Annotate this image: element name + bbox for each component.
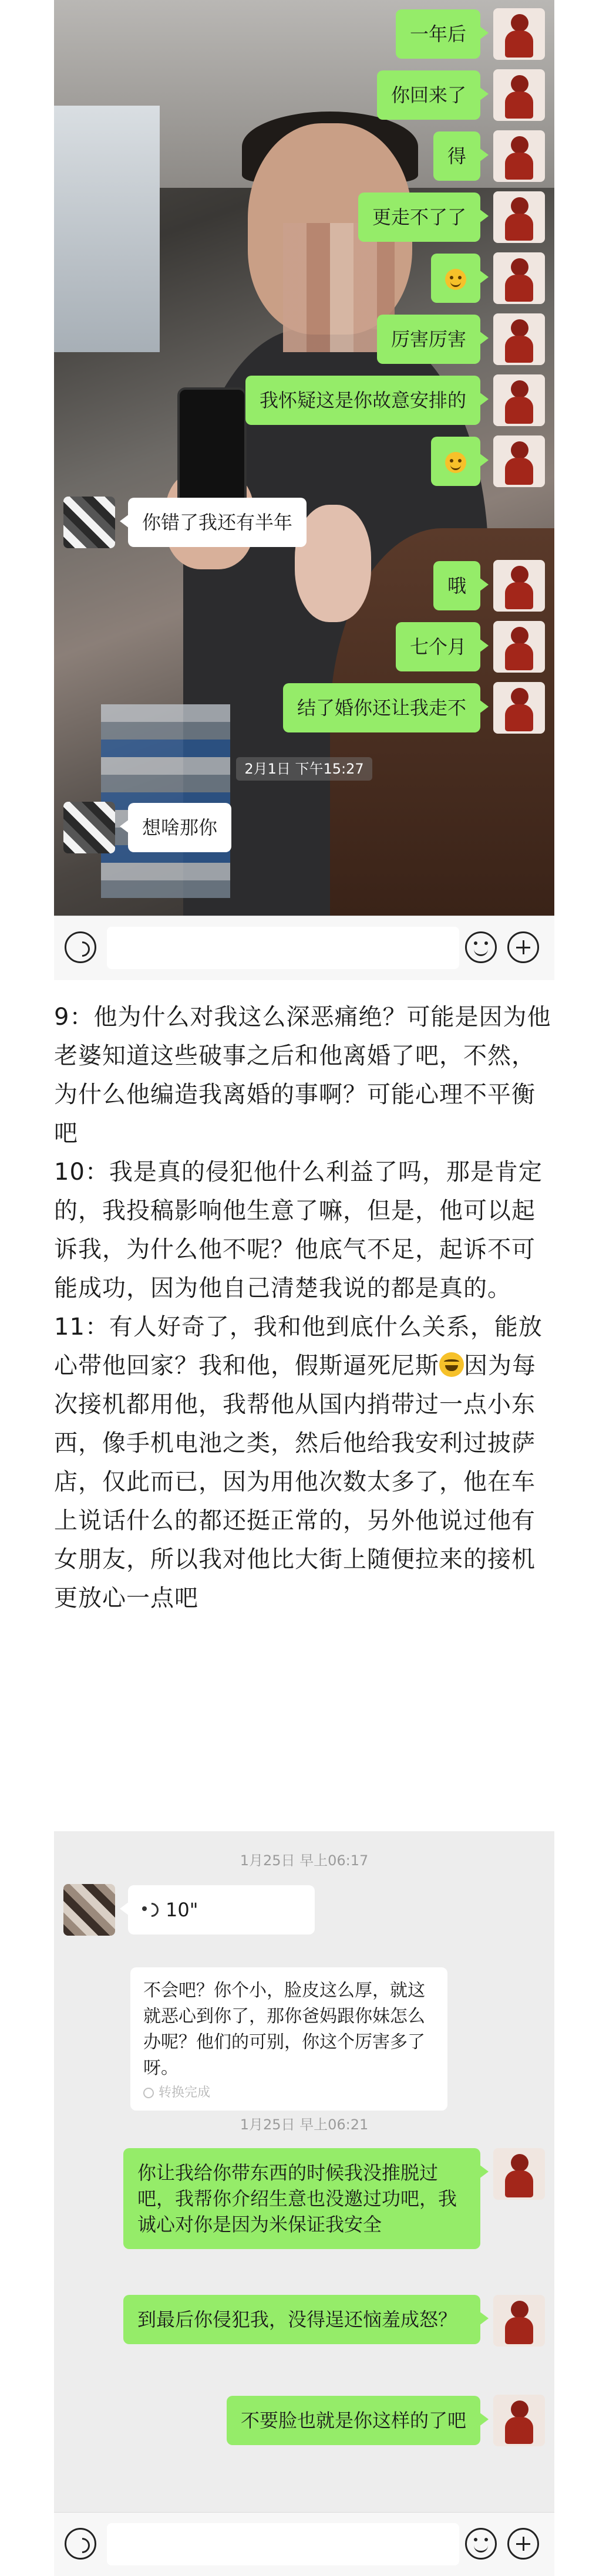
grin-emoji-icon — [445, 452, 466, 473]
avatar[interactable] — [493, 252, 545, 304]
message-row — [358, 191, 545, 243]
avatar[interactable] — [493, 2295, 545, 2347]
message-input[interactable] — [107, 927, 459, 969]
message-bubble[interactable]: 到最后你侵犯我，没得逞还恼羞成怒？ — [123, 2295, 480, 2344]
message-row — [431, 252, 545, 304]
message-row — [245, 374, 545, 426]
article-body — [54, 998, 559, 1618]
avatar[interactable] — [493, 130, 545, 182]
laugh-cry-emoji-icon — [439, 1352, 464, 1377]
article-paragraph-9: 9：他为什么对我这么深恶痛绝？可能是因为他老婆知道这些破事之后和他离婚了吧，不然，为什么他编造我离婚的事啊？可能心理不平衡吧 — [54, 1004, 551, 1147]
emoji-message-bubble[interactable] — [431, 254, 480, 303]
plus-icon[interactable] — [507, 931, 539, 963]
chat-input-bar — [54, 916, 554, 980]
message-row — [377, 313, 545, 365]
chat-input-bar — [54, 2512, 554, 2576]
avatar[interactable] — [493, 374, 545, 426]
message-row — [433, 130, 545, 182]
message-bubble[interactable]: 想啥那你 — [128, 803, 231, 852]
article-paragraph-10: 10：我是真的侵犯他什么利益了吗，那是肯定的，我投稿影响他生意了嘛，但是，他可以起诉我，为什么他不呢？他底气不足，起诉不可能成功，因为他自己清楚我说的都是真的。 — [54, 1159, 543, 1302]
message-row — [123, 2148, 545, 2249]
message-bubble[interactable]: 一年后 — [396, 9, 480, 59]
message-row — [283, 682, 545, 734]
message-bubble[interactable]: 七个月 — [396, 622, 480, 671]
emoji-icon[interactable] — [465, 931, 497, 963]
message-row — [123, 2295, 545, 2347]
message-row — [63, 1884, 315, 1936]
chat-screenshot-2 — [54, 1831, 554, 2576]
message-row — [63, 802, 231, 853]
avatar[interactable] — [493, 2395, 545, 2446]
message-row — [433, 560, 545, 612]
message-row — [227, 2395, 545, 2446]
article-paragraph-11: 11：有人好奇了，我和他到底什么关系，能放心带他回家？我和他，假斯逼死尼斯 因为每次接机都用他，我帮他从国内捎带过一点小东西，像手机电池之类，然后他给我安利过披萨店，仅此而已，因为用他次数太多了，他在车上说话什么的都还挺正常的，另外他说过他有女朋友，所以我对他比大街上随便拉来的接机更放心一点吧 — [54, 1314, 543, 1612]
message-bubble[interactable]: 不要脸也就是你这样的了吧 — [227, 2396, 480, 2445]
avatar[interactable] — [493, 682, 545, 734]
check-icon — [143, 2088, 154, 2098]
transcript-status: 转换完成 — [143, 2085, 435, 2101]
smile-emoji-icon — [445, 269, 466, 290]
avatar[interactable] — [63, 497, 115, 548]
message-row — [63, 497, 307, 548]
avatar[interactable] — [63, 802, 115, 853]
transcript-text: 不会吧？你个小，脸皮这么厚，就这就恶心到你了，那你爸妈跟你妹怎么办呢？他们的可别，你这个厉害多了呀。 — [143, 1980, 425, 2078]
voice-message-bubble[interactable] — [128, 1885, 315, 1934]
chat-timestamp: 1月25日 早上06:21 — [240, 2116, 369, 2133]
avatar[interactable] — [493, 313, 545, 365]
message-bubble[interactable]: 你让我给你带东西的时候我没推脱过吧，我帮你介绍生意也没邀过功吧，我诚心对你是因为米保证我安全 — [123, 2148, 480, 2249]
plus-icon[interactable] — [507, 2528, 539, 2560]
chat-screenshot-1 — [54, 0, 554, 980]
message-bubble[interactable]: 得 — [433, 131, 480, 181]
voice-input-icon[interactable] — [65, 931, 96, 963]
avatar[interactable] — [493, 69, 545, 121]
message-bubble[interactable]: 你错了我还有半年 — [128, 498, 307, 547]
message-input[interactable] — [107, 2523, 459, 2565]
chat-timestamp: 1月25日 早上06:17 — [240, 1852, 369, 1869]
avatar[interactable] — [493, 435, 545, 487]
chat-timestamp: 2月1日 下午15:27 — [54, 757, 554, 778]
message-row — [377, 69, 545, 121]
avatar[interactable] — [63, 1884, 115, 1936]
voice-input-icon[interactable] — [65, 2528, 96, 2560]
avatar[interactable] — [493, 2148, 545, 2200]
message-bubble[interactable]: 哦 — [433, 561, 480, 610]
message-bubble[interactable]: 更走不了了 — [358, 193, 480, 242]
emoji-icon[interactable] — [465, 2528, 497, 2560]
message-bubble[interactable]: 结了婚你还让我走不 — [283, 683, 480, 732]
message-bubble[interactable]: 厉害厉害 — [377, 315, 480, 364]
message-bubble[interactable]: 你回来了 — [377, 70, 480, 120]
avatar[interactable] — [493, 621, 545, 673]
voice-transcript[interactable] — [130, 1967, 447, 2111]
message-row — [431, 435, 545, 487]
emoji-message-bubble[interactable] — [431, 437, 480, 486]
voice-duration: 10" — [166, 1899, 198, 1921]
avatar[interactable] — [493, 560, 545, 612]
message-row — [396, 621, 545, 673]
message-bubble[interactable]: 我怀疑这是你故意安排的 — [245, 376, 480, 425]
message-row — [396, 8, 545, 60]
avatar[interactable] — [493, 8, 545, 60]
voice-wave-icon — [142, 1900, 157, 1919]
avatar[interactable] — [493, 191, 545, 243]
